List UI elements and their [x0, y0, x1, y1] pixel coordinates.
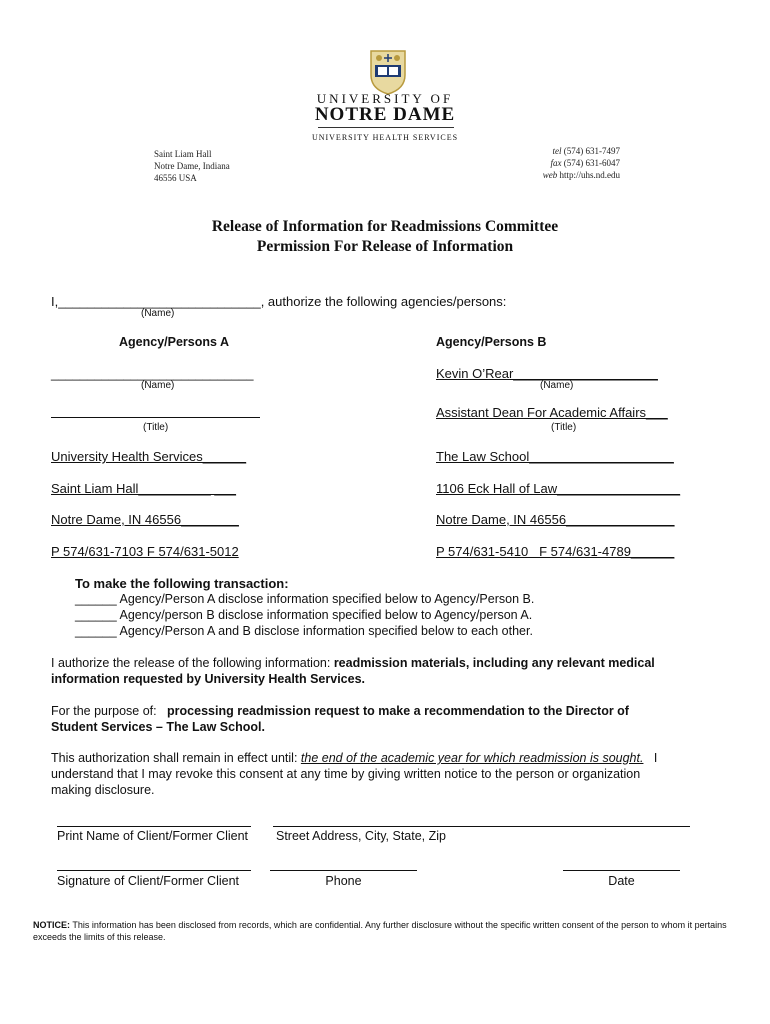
tel-value: (574) 631-7497 [563, 146, 620, 156]
phone-caption: Phone [325, 874, 362, 888]
address-line: Saint Liam Hall [154, 149, 212, 159]
letterhead-divider [318, 127, 454, 128]
agency-b-org: The Law School____________________ [436, 449, 674, 464]
letterhead-contact [543, 145, 620, 181]
transaction-option-a-to-b[interactable]: ______ Agency/Person A disclose information specified below to Agency/Person B. [75, 592, 535, 606]
effect-trail: I [643, 751, 658, 765]
fax-label: fax [550, 158, 562, 168]
notice-label: NOTICE: [33, 920, 70, 930]
agency-b-title-caption: (Title) [551, 422, 577, 433]
page-subtitle: Permission For Release of Information [256, 238, 514, 255]
print-name-caption: Print Name of Client/Former Client [57, 829, 249, 843]
effect-line3: making disclosure. [51, 783, 155, 797]
print-name-line[interactable] [57, 826, 251, 827]
web-label: web [542, 170, 558, 180]
signature-caption: Signature of Client/Former Client [57, 874, 240, 888]
authorize-line [51, 294, 506, 309]
effect-until: the end of the academic year for which readmission is sought. [300, 751, 644, 765]
agency-b-city: Notre Dame, IN 46556_______________ [436, 512, 675, 527]
agency-a-name-blank[interactable]: ____________________________ [51, 366, 254, 381]
agency-b-phone: P 574/631-5410 F 574/631-4789______ [436, 544, 675, 559]
fax-value: (574) 631-6047 [563, 158, 620, 168]
web-value: http://uhs.nd.edu [559, 170, 620, 180]
client-name-blank[interactable]: ____________________________ [58, 294, 261, 309]
purpose-line1 [51, 704, 629, 718]
date-caption: Date [608, 874, 635, 888]
agency-a-city: Notre Dame, IN 46556________ [51, 512, 239, 527]
phone-line[interactable] [270, 870, 417, 871]
department-name: UNIVERSITY HEALTH SERVICES [311, 133, 459, 142]
release-info: readmission materials, including any relevant medical [333, 656, 655, 670]
authorize-suffix: , authorize the following agencies/persons: [260, 294, 507, 309]
release-prefix: I authorize the release of the following information: [51, 656, 334, 670]
agency-a-org: University Health Services______ [51, 449, 247, 464]
effect-line1 [51, 751, 657, 765]
authorize-prefix: I, [51, 294, 59, 309]
agency-a-phone: P 574/631-7103 F 574/631-5012 [51, 544, 239, 559]
agency-a-title-line[interactable] [51, 417, 260, 418]
transaction-heading: To make the following transaction: [75, 576, 289, 591]
purpose-line2: Student Services – The Law School. [51, 720, 265, 734]
transaction-option-both[interactable]: ______ Agency/Person A and B disclose information specified below to each other. [75, 624, 533, 638]
agency-b-name-caption: (Name) [540, 380, 574, 391]
agency-b-street: 1106 Eck Hall of Law_________________ [436, 481, 681, 496]
effect-prefix: This authorization shall remain in effect until: [51, 751, 301, 765]
agency-a-title-caption: (Title) [143, 422, 169, 433]
purpose-prefix: For the purpose of: [51, 704, 168, 718]
tel-label: tel [552, 146, 562, 156]
release-line1 [51, 656, 655, 670]
street-address-line[interactable] [273, 826, 690, 827]
purpose-info: processing readmission request to make a recommendation to the Director of [167, 704, 629, 718]
agency-b-name: Kevin O’Rear____________________ [436, 366, 658, 381]
letterhead-address [154, 148, 230, 184]
university-line2: NOTRE DAME [314, 104, 456, 125]
agency-b-header: Agency/Persons B [436, 335, 547, 349]
agency-a-header: Agency/Persons A [119, 335, 229, 349]
transaction-option-b-to-a[interactable]: ______ Agency/person B disclose information specified below to Agency/person A. [75, 608, 533, 622]
signature-line[interactable] [57, 870, 251, 871]
university-line1: UNIVERSITY OF [316, 91, 454, 106]
effect-line2: understand that I may revoke this consent at any time by giving written notice to the person or organization [51, 767, 641, 781]
release-line2: information requested by University Health Services. [51, 672, 365, 686]
street-address-caption: Street Address, City, State, Zip [276, 829, 446, 843]
date-line[interactable] [563, 870, 680, 871]
notice [33, 919, 743, 943]
name-caption: (Name) [141, 308, 175, 319]
notice-text: This information has been disclosed from records, which are confidential. Any further disclosure without the specific written consent of the person to whom it pertains exceeds the limits of this release. [33, 920, 727, 942]
notre-dame-seal-icon [369, 49, 407, 95]
page-title: Release of Information for Readmissions Committee [211, 218, 559, 235]
address-line: 46556 USA [154, 173, 197, 183]
address-line: Notre Dame, Indiana [154, 161, 230, 171]
agency-b-title: Assistant Dean For Academic Affairs___ [436, 405, 668, 420]
agency-a-name-caption: (Name) [141, 380, 175, 391]
agency-a-street: Saint Liam Hall__________ ___ [51, 481, 237, 496]
